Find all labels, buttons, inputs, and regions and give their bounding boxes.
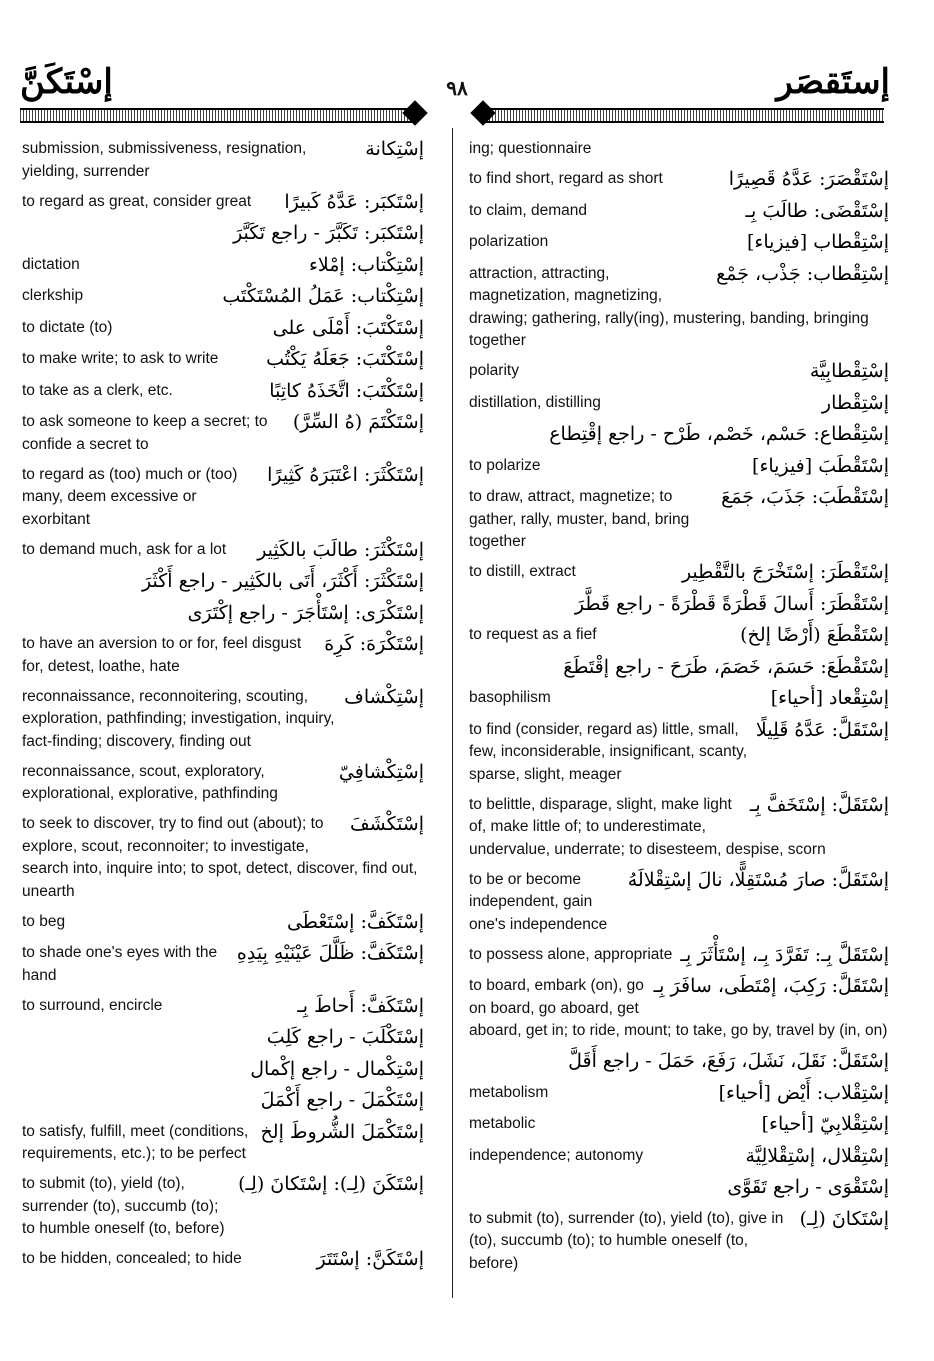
dictionary-entry (469, 1143, 889, 1169)
dictionary-entry (469, 1048, 889, 1074)
english-definition: to polarize (469, 456, 541, 474)
dictionary-entry (22, 940, 424, 987)
arabic-headword: إسْتَقَلَّ: نَقَلَ، نَشَلَ، رَفَعَ، حَمَلَ - راجع أَقَلَّ (568, 1050, 889, 1072)
dictionary-entry (469, 867, 889, 937)
english-definition: to beg (22, 912, 66, 930)
arabic-headword: إسْتِقْطابِيَّة (809, 360, 889, 382)
arabic-headword: إسْتَقْطَرَ: إسْتَخْرَجَ بالتَّقْطِير (681, 561, 889, 583)
english-definition: to shade one's eyes with the hand (22, 944, 218, 984)
dictionary-entry (469, 136, 889, 161)
right-guide-word: إستَقصَر (776, 62, 890, 102)
english-definition: submission, submissiveness, resignation, yielding, surrender (22, 140, 307, 180)
dictionary-entry (469, 717, 889, 787)
arabic-headword: إسْتَقَلَّ: إسْتَخَفَّ بِـ (749, 793, 889, 816)
dictionary-entry (469, 421, 889, 447)
arabic-headword: إسْتَكْمَلَ الشُّروطَ إلخ (260, 1120, 424, 1143)
arabic-headword: إسْتِقْطار (821, 391, 889, 414)
english-definition: to board, embark (on), go on board, go aboard, get aboard, get in; to ride, mount; to take, go by, travel by (in, on) (469, 977, 888, 1039)
arabic-headword: إسْتَقْصَرَ: عَدَّهُ قَصِيرًا (728, 168, 889, 190)
dictionary-entry (469, 166, 889, 192)
arabic-headword: إسْتِقْطاب [فيزياء] (747, 231, 889, 253)
english-definition: to belittle, disparage, slight, make light of, make little of; to underestimate, undervalue, underrate; to disesteem, despise, scorn (469, 795, 826, 858)
english-definition: independence; autonomy (469, 1146, 644, 1164)
english-definition: to possess alone, appropriate (469, 945, 673, 963)
english-definition: to demand much, ask for a lot (22, 540, 227, 558)
dictionary-entry (22, 993, 424, 1019)
english-definition: to be or become independent, gain one's independence (469, 870, 608, 933)
english-definition: distillation, distilling (469, 393, 601, 411)
arabic-headword: إسْتِقْطاب: جَذْب، جَمْع (716, 262, 889, 285)
arabic-headword: إسْتَكَفَّ: إسْتَعْطَى (286, 910, 424, 933)
arabic-headword: إسْتَقْطَعَ (أَرْضًا إلخ) (740, 624, 889, 646)
english-definition: to claim, demand (469, 201, 588, 219)
english-definition: metabolism (469, 1083, 549, 1101)
arabic-headword: إسْتَكْلَبَ - راجع كَلِبَ (266, 1026, 424, 1048)
right-column (469, 136, 889, 1281)
dictionary-entry (469, 390, 889, 416)
arabic-headword: إسْتَقْضَى: طالَبَ بِـ (745, 199, 889, 222)
arabic-headword: إسْتَقْطَبَ [فيزياء] (752, 454, 889, 477)
dictionary-entry (22, 409, 424, 456)
arabic-headword: إسْتَكْرَهَ: كَرِهَ (324, 633, 424, 655)
arabic-headword: إسْتَكَفَّ: أَحاطَ بِـ (297, 994, 424, 1017)
arabic-headword: إسْتِقْلال، إسْتِقْلالِيَّة (745, 1144, 889, 1167)
dictionary-entry (22, 252, 424, 278)
arabic-headword: إسْتَكْمَلَ - راجع أَكْمَلَ (260, 1089, 424, 1111)
dictionary-entry (22, 909, 424, 935)
arabic-headword: إسْتَكبَر: عَدَّهُ كَبيرًا (284, 190, 424, 213)
dictionary-entry (22, 462, 424, 532)
english-definition: to ask someone to keep a secret; to confide a secret to (22, 413, 268, 453)
dictionary-entry (469, 261, 889, 353)
dictionary-entry (469, 973, 889, 1043)
dictionary-entry (469, 591, 889, 617)
arabic-headword: إسْتَكْرَى: إسْتَأْجَرَ - راجع إكْتَرَى (187, 601, 424, 624)
dictionary-entry (22, 1024, 424, 1050)
english-definition: to submit (to), surrender (to), yield (to), give in (to), succumb (to); to humble oneself (to, before) (469, 1209, 784, 1272)
dictionary-entry (22, 1246, 424, 1272)
dictionary-entry (469, 484, 889, 554)
dictionary-entry (22, 315, 424, 341)
dictionary-entry (22, 600, 424, 626)
dictionary-entry (469, 685, 889, 711)
arabic-headword: إسْتِكانة (365, 138, 424, 160)
english-definition: to dictate (to) (22, 318, 113, 336)
arabic-headword: إسْتَكَنَ (لِـ): إسْتَكانَ (لِـ) (238, 1173, 424, 1195)
arabic-headword: إسْتَقْطَبَ: جَذَبَ، جَمَعَ (721, 486, 889, 508)
arabic-headword: إسْتِقْلاب: أَيْض [أحياء] (718, 1081, 889, 1104)
english-definition: attraction, attracting, magnetization, magnetizing, drawing; gathering, rally(ing), mustering, banding, bringing together (469, 264, 869, 349)
english-definition: to regard as great, consider great (22, 192, 252, 210)
dictionary-entry (469, 1111, 889, 1137)
arabic-headword: إسْتَكَنَّ: إسْتَتَرَ (316, 1248, 424, 1270)
dictionary-entry (22, 1119, 424, 1166)
english-definition: ing; questionnaire (469, 140, 592, 157)
header-rule-right (486, 108, 884, 123)
dictionary-entry (469, 1174, 889, 1200)
dictionary-entry (22, 378, 424, 404)
dictionary-entry (469, 229, 889, 255)
dictionary-entry (469, 792, 889, 862)
dictionary-entry (22, 189, 424, 215)
english-definition: to draw, attract, magnetize; to gather, rally, muster, band, bring together (469, 488, 690, 550)
dictionary-entry (22, 1087, 424, 1113)
english-definition: reconnaissance, reconnoitering, scouting, exploration, pathfinding; investigation, inquiry, fact-finding; discovery, finding out (22, 687, 335, 750)
english-definition: clerkship (22, 287, 84, 304)
arabic-headword: إسْتَكْثَرَ: أَكْثَرَ، أَتَى بالكَثِير - راجع أَكْثَرَ (142, 570, 424, 592)
english-definition: polarization (469, 233, 549, 250)
dictionary-entry (22, 759, 424, 806)
english-definition: to seek to discover, try to find out (about); to explore, scout, reconnoiter; to investigate, search into, inquire into; to spot, detect, discover, find out, unearth (22, 815, 418, 900)
dictionary-entry (469, 1206, 889, 1276)
english-definition: to find short, regard as short (469, 170, 663, 187)
dictionary-entry (22, 1171, 424, 1241)
arabic-headword: إسْتَقَلَّ: صارَ مُسْتَقِلًّا، نالَ إسْتِقْلالَهُ (627, 868, 889, 891)
arabic-headword: إسْتَقْوَى - راجع تَقَوَّى (727, 1176, 889, 1198)
english-definition: basophilism (469, 689, 551, 706)
arabic-headword: إسْتَقَلَّ: عَدَّهُ قَلِيلًا (755, 718, 889, 741)
dictionary-entry (469, 622, 889, 648)
arabic-headword: إسْتِكْشاف (344, 685, 424, 708)
english-definition: to surround, encircle (22, 996, 163, 1014)
arabic-headword: إسْتَكْتَبَ: أَمْلَى على (272, 316, 424, 339)
arabic-headword: إسْتَكْتَبَ: جَعَلَهُ يَكْتُب (266, 348, 424, 370)
left-column (22, 136, 424, 1278)
arabic-headword: إسْتِقْطاع: حَسْم، خَصْم، طَرْح - راجع إقْتِطاع (549, 423, 889, 445)
dictionary-entry (22, 136, 424, 183)
column-divider (452, 128, 453, 1298)
arabic-headword: إسْتِكْتاب: عَمَلُ المُسْتَكْتَب (222, 285, 424, 307)
english-definition: to make write; to ask to write (22, 350, 219, 367)
english-definition: reconnaissance, scout, exploratory, explorational, explorative, pathfinding (22, 762, 278, 802)
arabic-headword: إسْتَقَلَّ: رَكِبَ، إمْتَطَى، سافَرَ بِـ (653, 975, 889, 997)
english-definition: to request as a fief (469, 626, 597, 643)
arabic-headword: إسْتَقَلَّ بِـ: تَفَرَّدَ بِـ، إسْتَأْثَرَ بِـ (680, 943, 889, 966)
english-definition: to satisfy, fulfill, meet (conditions, requirements, etc.); to be perfect (22, 1122, 249, 1162)
dictionary-entry (469, 1080, 889, 1106)
arabic-headword: إسْتِكْمال - راجع إكْمال (250, 1057, 424, 1080)
dictionary-entry (22, 568, 424, 594)
dictionary-entry (469, 559, 889, 585)
dictionary-entry (22, 811, 424, 903)
english-definition: to regard as (too) much or (too) many, deem excessive or exorbitant (22, 465, 238, 528)
arabic-headword: إسْتَكْتَبَ: اتَّخَذَهُ كاتِبًا (269, 379, 424, 402)
left-guide-word: إسْتَكَنَّ (20, 62, 113, 102)
arabic-headword: إسْتِقْعاد [أحياء] (770, 687, 889, 709)
page-number: ٩٨ (446, 76, 468, 100)
arabic-headword: إسْتَكْشَفَ (349, 813, 424, 835)
arabic-headword: إسْتَكانَ (لِـ) (799, 1207, 889, 1230)
english-definition: dictation (22, 255, 80, 273)
arabic-headword: إسْتَكَفَّ: ظَلَّلَ عَيْنَيْهِ بِيَدِهِ (236, 942, 424, 964)
arabic-headword: إسْتَكْتَمَ (هُ السِّرَّ) (292, 411, 424, 433)
english-definition: to have an aversion to or for, feel disgust for, detest, loathe, hate (22, 635, 302, 675)
dictionary-entry (469, 942, 889, 968)
dictionary-entry (22, 537, 424, 563)
dictionary-entry (22, 220, 424, 246)
english-definition: to submit (to), yield (to), surrender (to), succumb (to); to humble oneself (to, before) (22, 1175, 225, 1237)
dictionary-entry (22, 1056, 424, 1082)
english-definition: to find (consider, regard as) little, small, few, inconsiderable, insignificant, scanty, sparse, slight, meager (469, 720, 748, 783)
dictionary-entry (469, 198, 889, 224)
english-definition: metabolic (469, 1115, 536, 1132)
arabic-headword: إسْتَكبَر: تَكَبَّرَ - راجع تَكَبَّرَ (233, 222, 424, 244)
dictionary-entry (22, 346, 424, 372)
arabic-headword: إسْتَقْطَعَ: حَسَمَ، خَصَمَ، طَرَحَ - راجع إقْتَطَعَ (563, 655, 889, 678)
arabic-headword: إسْتَكْثَرَ: اعْتَبَرَهُ كَثِيرًا (267, 463, 424, 486)
dictionary-entry (22, 684, 424, 754)
arabic-headword: إسْتِقْلابِيّ [أحياء] (761, 1113, 889, 1135)
dictionary-entry (469, 358, 889, 384)
arabic-headword: إسْتَقْطَرَ: أَسالَ قَطْرَةً قَطْرَةً - راجع قَطَّرَ (574, 592, 889, 615)
dictionary-entry (22, 283, 424, 309)
dictionary-entry (22, 631, 424, 678)
english-definition: polarity (469, 362, 519, 379)
english-definition: to distill, extract (469, 563, 576, 580)
english-definition: to be hidden, concealed; to hide (22, 1250, 242, 1267)
arabic-headword: إسْتَكْثَرَ: طالَبَ بالكَثِير (257, 538, 424, 561)
arabic-headword: إسْتِكْتاب: إمْلاء (308, 253, 424, 276)
arabic-headword: إسْتِكْشافِيّ (338, 760, 424, 783)
dictionary-entry (469, 453, 889, 479)
english-definition: to take as a clerk, etc. (22, 381, 173, 399)
header-rule-left (20, 108, 412, 123)
dictionary-entry (469, 654, 889, 680)
